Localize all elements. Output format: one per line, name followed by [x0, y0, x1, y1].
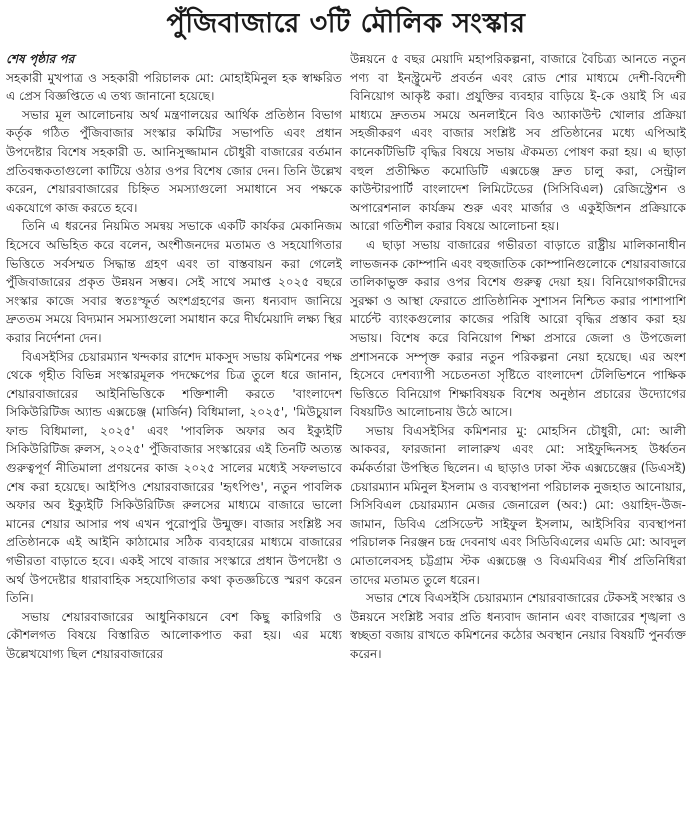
paragraph: এ ছাড়া সভায় বাজারের গভীরতা বাড়াতে রাষ্ট্রীয় মালিকানাধীন লাভজনক কোম্পানি এবং বহুজাতিক কোম্পানিগুলোকে শেয়ারবাজারে তালিকাভুক্ত করার ওপর বিশেষ গুরুত্ব দেয়া হয়। বিনিয়োগকারীদের সুরক্ষা ও আস্থা ফেরাতে প্রাতিষ্ঠানিক সুশাসন নিশ্চিত করার পাশাপাশি মার্চেন্ট ব্যাংকগুলোর কাজের পরিধি আরো বৃদ্ধির প্রস্তাব করা হয় সভায়। বিশেষ করে বিনিয়োগ শিক্ষা প্রসারে জেলা ও উপজেলা প্রশাসনকে সম্পৃক্ত করার নতুন পরিকল্পনা নেয়া হয়েছে। এর অংশ হিসেবে দেশব্যাপী সচেতনতা সৃষ্টিতে বাংলাদেশ টেলিভিশনে পাক্ষিক ভিত্তিতে বিনিয়োগ শিক্ষাবিষয়ক বিশেষ অনুষ্ঠান প্রচারের উদ্যোগের বিষয়টিও আলোচনায় উঠে আসে। [350, 237, 686, 420]
paragraph: সভায় বিএসইসির কমিশনার মু: মোহসিন চৌধুরী, মো: আলী আকবর, ফারজানা লালারুখ এবং মো: সাইফুদ্দিনসহ উর্ধ্বতন কর্মকর্তারা উপস্থিত ছিলেন। এ ছাড়াও ঢাকা স্টক এক্সচেঞ্জের (ডিএসই) চেয়ারম্যান মমিনুল ইসলাম ও ব্যবস্থাপনা পরিচালক নুজহাত আনোয়ার, সিসিবিএল চেয়ারম্যান মেজর জেনারেল (অব:) মো: ওয়াহিদ-উজ-জামান, ডিবিএ প্রেসিডেন্ট সাইফুল ইসলাম, আইসিবির ব্যবস্থাপনা পরিচালক নিরঞ্জন চন্দ্র দেবনাথ এবং সিডিবিএলের এমডি মো: আবদুল মোতালেবসহ চট্টগ্রাম স্টক এক্সচেঞ্জ ও বিএমবিএর শীর্ষ প্রতিনিধিরা তাদের মতামত তুলে ধরেন। [350, 423, 686, 587]
right-column [350, 50, 686, 824]
paragraph: সভার মূল আলোচনায় অর্থ মন্ত্রণালয়ের আর্থিক প্রতিষ্ঠান বিভাগ কর্তৃক গঠিত পুঁজিবাজার সংস্কার কমিটির সভাপতি এবং প্রধান উপদেষ্টার বিশেষ সহকারী ড. আনিসুজ্জামান চৌধুরী বাজারের বর্তমান প্রতিবন্ধকতাগুলো কাটিয়ে ওঠার ওপর বিশেষ জোর দেন। তিনি উল্লেখ করেন, শেয়ারবাজারের চিহ্নিত সমস্যাগুলো সমাধানে সব পক্ষকে একযোগে কাজ করতে হবে। [6, 107, 342, 215]
left-column [6, 50, 342, 824]
article-body [6, 50, 686, 824]
paragraph: সহকারী মুখপাত্র ও সহকারী পরিচালক মো: মোহাইমিনুল হক স্বাক্ষরিত এ প্রেস বিজ্ঞপ্তিতে এ তথ্য জানানো হয়েছে। [6, 70, 342, 104]
paragraph: বিএসইসির চেয়ারম্যান খন্দকার রাশেদ মাকসুদ সভায় কমিশনের পক্ষ থেকে গৃহীত বিভিন্ন সংস্কারমূলক পদক্ষেপের চিত্র তুলে ধরে জানান, শেয়ারবাজারের আইনিভিত্তিকে শক্তিশালী করতে 'বাংলাদেশ সিকিউরিটিজ অ্যান্ড এক্সচেঞ্জ (মার্জিন) বিধিমালা, ২০২৫', 'মিউচুয়াল ফান্ড বিধিমালা, ২০২৫' এবং 'পাবলিক অফার অব ইক্যুইটি সিকিউরিটিজ রুলস, ২০২৫' পুঁজিবাজার সংস্কারের এই তিনটি অত্যন্ত গুরুত্বপূর্ণ নীতিমালা প্রণয়নের কাজ ২০২৫ সালের মধ্যেই সফলভাবে শেষ করা হয়েছে। আইপিও শেয়ারবাজারের 'হৃৎপিণ্ড', নতুন পাবলিক অফার অব ইক্যুইটি সিকিউরিটিজ রুলসের মাধ্যমে বাজারে ভালো মানের শেয়ার আসার পথ এখন পুরোপুরি উন্মুক্ত। বাজার সংশ্লিষ্ট সব প্রতিষ্ঠানকে এই আইনি কাঠামোর সঠিক ব্যবহারের মাধ্যমে বাজারের গভীরতা বাড়াতে হবে। একই সাথে বাজার সংস্কারে প্রধান উপদেষ্টা ও অর্থ উপদেষ্টার ধারাবাহিক সহযোগিতার কথা কৃতজ্ঞচিত্তে স্মরণ করেন তিনি। [6, 349, 342, 606]
headline: পুঁজিবাজারে ৩টি মৌলিক সংস্কার [166, 8, 526, 39]
paragraph: সভার শেষে বিএসইসি চেয়ারম্যান শেয়ারবাজারের টেকসই সংস্কার ও উন্নয়নে সংশ্লিষ্ট সবার প্রতি ধন্যবাদ জানান এবং বাজারের শৃঙ্খলা ও স্বচ্ছতা বজায় রাখতে কমিশনের কঠোর অবস্থান নেয়ার বিষয়টি পুনর্ব্যক্ত করেন। [350, 591, 686, 661]
paragraph: উন্নয়নে ৫ বছর মেয়াদি মহাপরিকল্পনা, বাজারে বৈচিত্র্য আনতে নতুন পণ্য বা ইনস্ট্রুমেন্ট প্রবর্তন এবং রোড শোর মাধ্যমে দেশী-বিদেশী বিনিয়োগ আকৃষ্ট করা। প্রযুক্তির ব্যবহার বাড়িয়ে ই-কে ওয়াই সি এর মাধ্যমে দ্রুততম সময়ে অনলাইনে বিও অ্যাকাউন্ট খোলার প্রক্রিয়া সহজীকরণ এবং বাজার সংশ্লিষ্ট সব প্রতিষ্ঠানের মধ্যে এপিআই কানেকটিভিটি বৃদ্ধির বিষয়ে সভায় ঐকমত্য পোষণ করা হয়। এ ছাড়া বহুল প্রতীক্ষিত কমোডিটি এক্সচেঞ্জ দ্রুত চালু করা, সেন্ট্রাল কাউন্টারপার্টি বাংলাদেশ লিমিটেডের (সিসিবিএল) রেজিস্ট্রেশন ও অপারেশনাল কার্যক্রম শুরু এবং মার্জার ও একুইজিশন প্রক্রিয়াকে আরো গতিশীল করার বিষয়ে আলোচনা হয়। [350, 52, 686, 234]
continued-from-label: শেষ পৃষ্ঠার পর [6, 52, 75, 66]
paragraph: তিনি এ ধরনের নিয়মিত সমন্বয় সভাকে একটি কার্যকর মেকানিজম হিসেবে অভিহিত করে বলেন, অংশীজনদের মতামত ও সহযোগিতার ভিত্তিতে সর্বসম্মত সিদ্ধান্ত গ্রহণ এবং তা বাস্তবায়ন করা গেলেই পুঁজিবাজারের প্রকৃত উন্নয়ন সম্ভব। সেই সাথে সমাপ্ত ২০২৫ বছরে সংস্কার কাজে সবার স্বতঃস্ফূর্ত অংশগ্রহণের জন্য ধন্যবাদ জানিয়ে দ্রুততম সময়ে বিদ্যমান সমস্যাগুলো সমাধান করে দীর্ঘমেয়াদি লক্ষ্য স্থির করার নির্দেশনা দেন। [6, 219, 342, 345]
paragraph: সভায় শেয়ারবাজারের আধুনিকায়নে বেশ কিছু কারিগরি ও কৌশলগত বিষয়ে বিস্তারিত আলোকপাত করা হয়। এর মধ্যে উল্লেখযোগ্য ছিল শেয়ারবাজারের [6, 609, 342, 661]
